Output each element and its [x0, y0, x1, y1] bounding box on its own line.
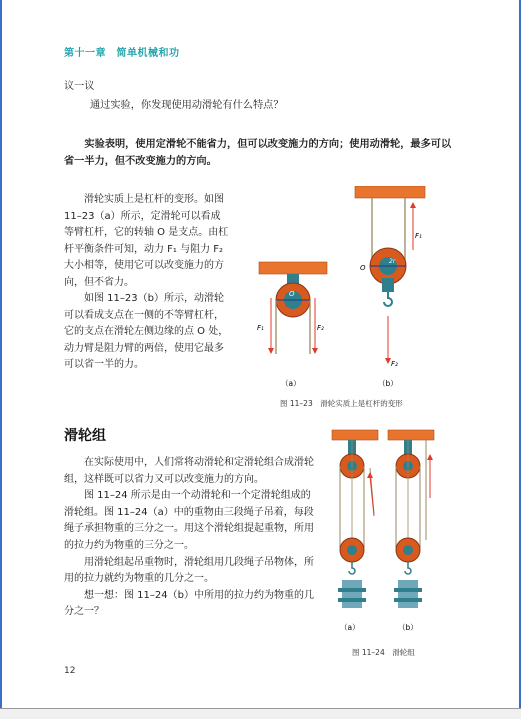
discuss-question: 通过实验，你发现使用动滑轮有什么特点？	[90, 100, 284, 111]
lever-text-column	[64, 192, 230, 374]
section-para-4: 想一想：图 11–24（b）中所用的拉力约为物重的几分之一？	[64, 589, 314, 618]
figure-11-23	[245, 186, 445, 396]
fig23b-f1-label: F₁	[415, 232, 422, 240]
movable-pulley-ceiling	[355, 186, 425, 198]
figure-11-24	[324, 428, 444, 638]
fig23b-r-label: 2r	[389, 258, 396, 265]
section-para-2: 图 11–24 所示是由一个动滑轮和一个定滑轮组成的滑轮组。图 11–24（a）中的重物由三段绳子吊着，每段绳子承担物重的三分之一。用这个滑轮组提起重物，所用的拉力约为物重的三分之一。	[64, 490, 314, 551]
page-number: 12	[64, 666, 76, 676]
section-title: 滑轮组	[64, 428, 106, 444]
fig23-label-a: （a）	[281, 379, 301, 388]
fig24a-beam	[332, 430, 378, 440]
figure-11-24-caption: 图 11–24 滑轮组	[352, 648, 415, 657]
fig23b-o-label: O	[360, 264, 366, 272]
section-para-1: 在实际使用中，人们常将动滑轮和定滑轮组合成滑轮组，这样既可以省力又可以改变施力的方向。	[64, 457, 314, 485]
conclusion-text: 实验表明，使用定滑轮不能省力，但可以改变施力的方向；使用动滑轮，最多可以省一半力，但不改变施力的方向。	[64, 139, 452, 167]
fig24a-weight	[342, 580, 362, 608]
fig24-label-b: （b）	[398, 623, 418, 632]
fig24b-beam	[388, 430, 434, 440]
lever-para-2: 如图 11–23（b）所示，动滑轮可以看成支点在一侧的不等臂杠杆，它的支点在滑轮左侧边缘的点 O 处，动力臂是阻力臂的两倍，使用它最多可以省一半的力。	[64, 293, 229, 370]
lever-para-1: 滑轮实质上是杠杆的变形。如图 11–23（a）所示，定滑轮可以看成等臂杠杆，它的转轴 O 是支点。由杠杆平衡条件可知，动力 F₁ 与阻力 F₂ 大小相等，使用它可以改变施力的方向，但不省力。	[64, 194, 229, 288]
fig24b-weight	[398, 580, 418, 608]
discuss-heading: 议一议	[64, 81, 95, 92]
fig23b-f2-label: F₂	[391, 360, 398, 368]
section-para-3: 用滑轮组起吊重物时，滑轮组用几段绳子吊物体，所用的拉力就约为物重的几分之一。	[64, 556, 314, 585]
bottom-bar	[0, 708, 521, 719]
figure-11-23-caption: 图 11–23 滑轮实质上是杠杆的变形	[280, 399, 403, 408]
section-body	[64, 455, 314, 621]
chapter-header: 第十一章 简单机械和功	[64, 48, 180, 59]
fig23a-f1-label: F₁	[257, 324, 264, 332]
fig23-label-b: （b）	[378, 379, 398, 388]
fig24-label-a: （a）	[340, 623, 360, 632]
fig23a-o-label: O	[289, 290, 295, 298]
fig23a-f2-label: F₂	[317, 324, 324, 332]
fixed-pulley-beam	[259, 262, 327, 274]
movable-pulley-hook	[384, 292, 392, 306]
